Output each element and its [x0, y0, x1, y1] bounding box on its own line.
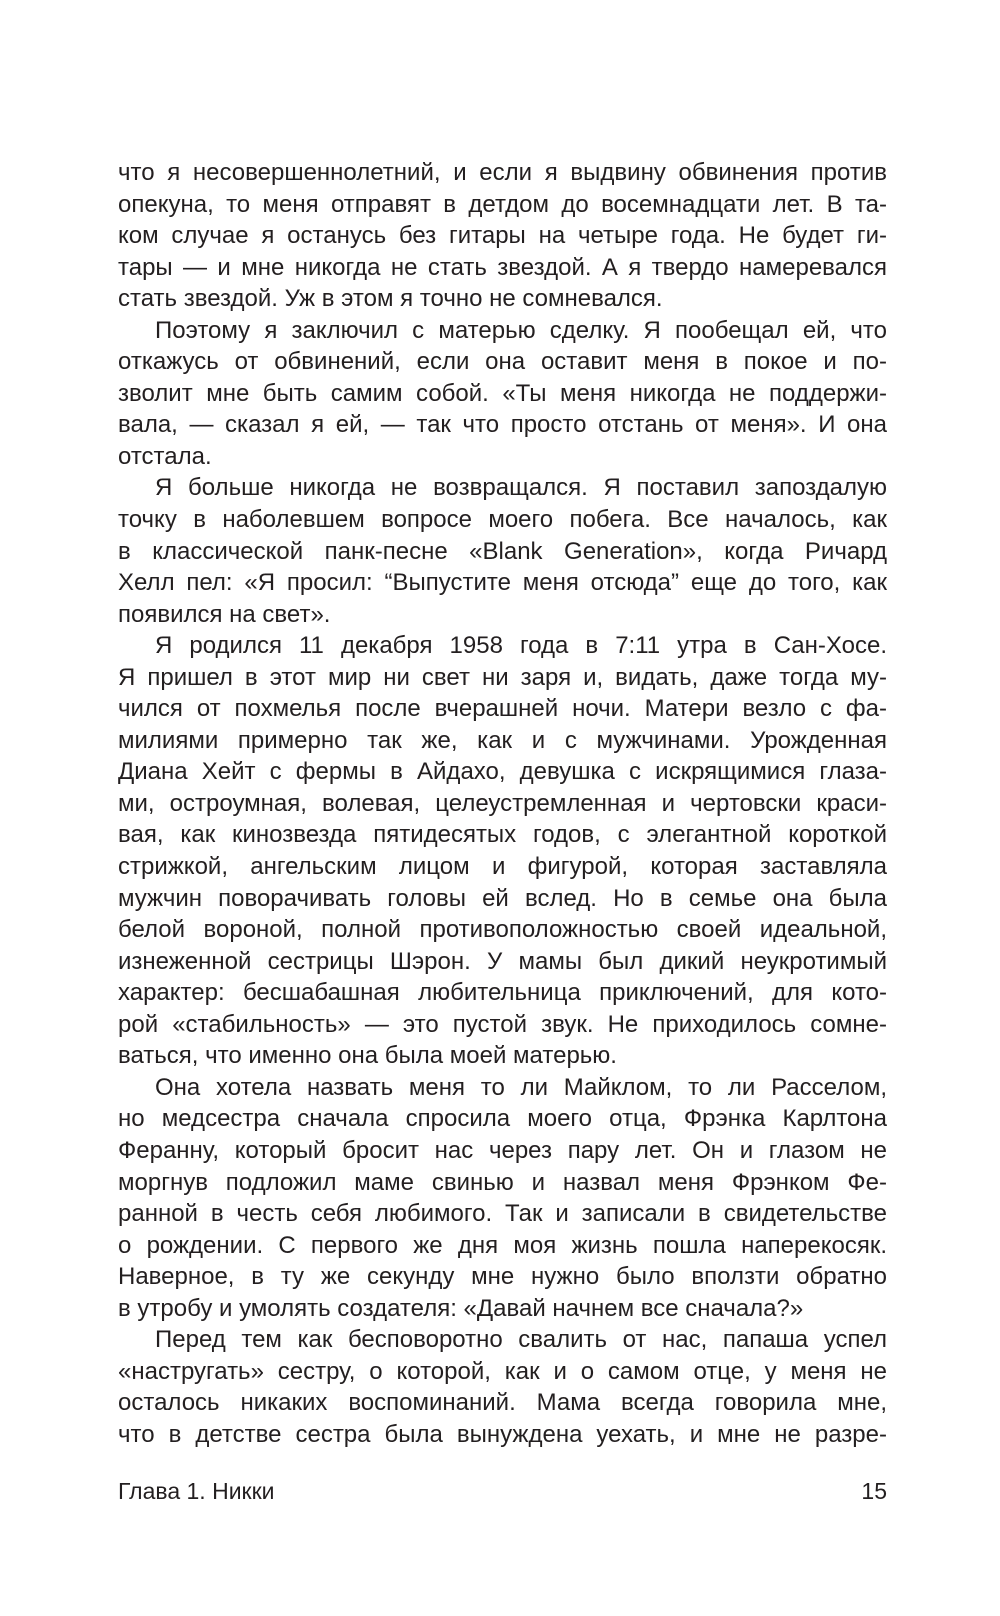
text-line: мужчин поворачивать головы ей вслед. Но в семье она была [118, 884, 887, 912]
page-footer [118, 1478, 887, 1508]
text-line: ком случае я останусь без гитары на четыре года. Не будет ги- [118, 222, 887, 250]
text-line: милиями примерно так же, как и с мужчинами. Урожденная [118, 726, 887, 754]
text-line: Перед тем как бесповоротно свалить от нас, папаша успел [155, 1326, 887, 1354]
text-line: ваться, что именно она была моей матерью. [118, 1042, 617, 1070]
paragraph [118, 315, 887, 473]
text-line: характер: бесшабашная любительница приключений, для кото- [118, 979, 887, 1007]
paragraph [118, 157, 887, 315]
text-line: стать звездой. Уж в этом я точно не сомневался. [118, 285, 663, 313]
text-line: стрижкой, ангельским лицом и фигурой, которая заставляла [118, 853, 887, 881]
page-number: 15 [861, 1478, 887, 1504]
text-line: Она хотела назвать меня то ли Майклом, то ли Расселом, [155, 1073, 887, 1101]
text-line: в утробу и умолять создателя: «Давай начнем все сначала?» [118, 1294, 804, 1322]
text-line: зволит мне быть самим собой. «Ты меня никогда не поддержи- [118, 379, 887, 407]
text-line: Наверное, в ту же секунду мне нужно было вползти обратно [118, 1263, 887, 1291]
text-line: отстала. [118, 442, 212, 470]
text-line: что я несовершеннолетний, и если я выдвину обвинения против [118, 159, 887, 186]
text-line: ми, остроумная, волевая, целеустремленная и чертовски краси- [118, 789, 887, 817]
text-line: Я родился 11 декабря 1958 года в 7:11 утра в Сан-Хосе. [155, 632, 887, 660]
text-line: Поэтому я заключил с матерью сделку. Я пообещал ей, что [155, 316, 887, 344]
body-text [118, 157, 887, 1450]
paragraph [118, 630, 887, 1072]
paragraph [118, 1324, 887, 1450]
paragraph [118, 472, 887, 630]
text-line: о рождении. С первого же дня моя жизнь пошла наперекосяк. [118, 1231, 887, 1259]
text-line: точку в наболевшем вопросе моего побега. Все началось, как [118, 506, 887, 534]
text-line: но медсестра сначала спросила моего отца, Фрэнка Карлтона [118, 1105, 887, 1133]
text-line: что в детстве сестра была вынуждена уехать, и мне не разре- [118, 1420, 887, 1448]
text-line: белой вороной, полной противоположностью своей идеальной, [118, 916, 887, 944]
text-line: Я больше никогда не возвращался. Я поставил запоздалую [155, 474, 887, 502]
text-line: Я пришел в этот мир ни свет ни заря и, видать, даже тогда му- [118, 663, 887, 691]
text-line: «настругать» сестру, о которой, как и о самом отце, у меня не [118, 1357, 887, 1385]
paragraph [118, 1072, 887, 1324]
text-line: откажусь от обвинений, если она оставит меня в покое и по- [118, 348, 887, 376]
text-line: чился от похмелья после вчерашней ночи. Матери везло с фа- [118, 695, 887, 723]
text-line: опекуна, то меня отправят в детдом до восемнадцати лет. В та- [118, 190, 887, 218]
text-line: Хелл пел: «Я просил: “Выпустите меня отсюда” еще до того, как [118, 569, 887, 597]
text-line: вая, как кинозвезда пятидесятых годов, с элегантной короткой [118, 821, 887, 849]
text-line: тары — и мне никогда не стать звездой. А я твердо намеревался [118, 253, 887, 281]
running-footer-chapter: Глава 1. Никки [118, 1478, 275, 1504]
text-line: вала, — сказал я ей, — так что просто отстань от меня». И она [118, 411, 887, 439]
text-line: рой «стабильность» — это пустой звук. Не приходилось сомне- [118, 1010, 887, 1038]
text-line: осталось никаких воспоминаний. Мама всегда говорила мне, [118, 1389, 887, 1417]
text-line: появился на свет». [118, 600, 331, 628]
text-line: моргнув подложил маме свинью и назвал меня Фрэнком Фе- [118, 1168, 887, 1196]
text-line: изнеженной сестрицы Шэрон. У мамы был дикий неукротимый [118, 947, 887, 975]
text-line: Диана Хейт с фермы в Айдахо, девушка с искрящимися глаза- [118, 758, 887, 786]
text-line: в классической панк-песне «Blank Generation», когда Ричард [118, 537, 887, 565]
text-line: ранной в честь себя любимого. Так и записали в свидетельстве [118, 1200, 887, 1228]
text-line: Феранну, который бросит нас через пару лет. Он и глазом не [118, 1136, 887, 1164]
